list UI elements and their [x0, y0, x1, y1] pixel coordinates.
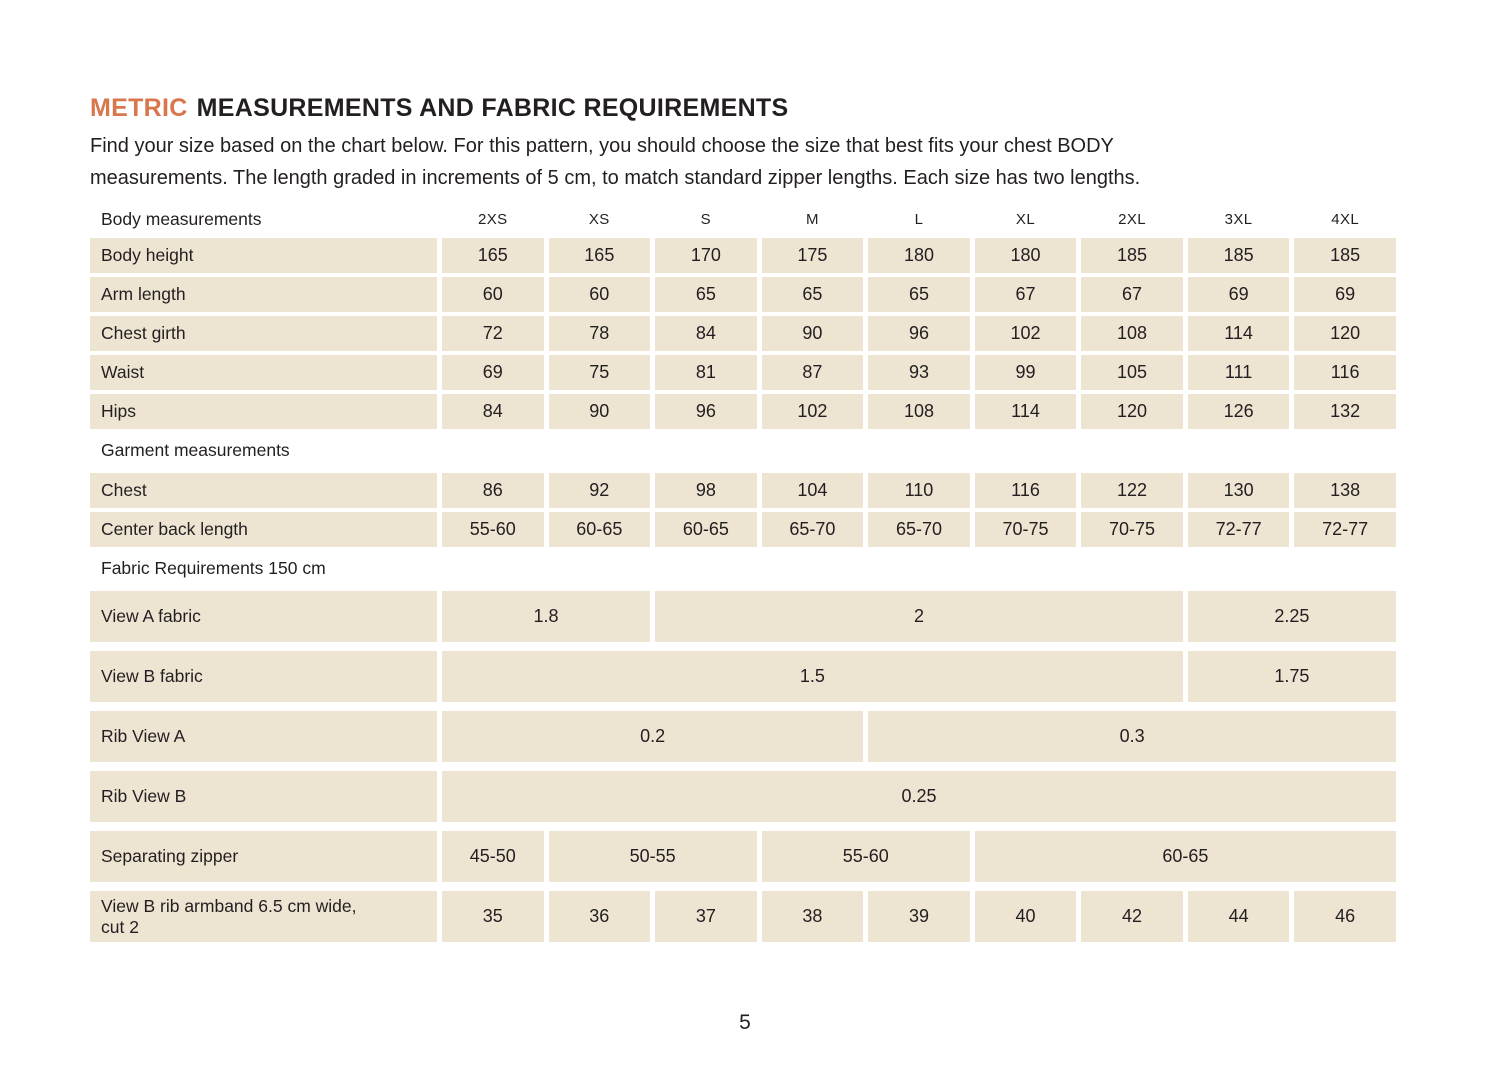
value-cell: 75 — [549, 355, 651, 390]
size-col-header: S — [700, 210, 712, 228]
row-label-line-1: View B rib armband 6.5 cm wide, — [101, 895, 357, 916]
value-cell: 65-70 — [762, 512, 864, 547]
value-cell: 70-75 — [975, 512, 1077, 547]
table-row-rib-view-a — [90, 711, 1396, 762]
body-measurements-header: Body measurements — [101, 208, 262, 229]
garment-measurements-header: Garment measurements — [101, 439, 290, 460]
measurements-table — [90, 206, 1396, 942]
value-cell: 90 — [762, 316, 864, 351]
value-cell: 65 — [655, 277, 757, 312]
value-cell: 138 — [1294, 473, 1396, 508]
row-label-line-2: cut 2 — [101, 916, 139, 937]
table-row-rib-view-b — [90, 771, 1396, 822]
value-cell: 93 — [868, 355, 970, 390]
value-cell: 0.25 — [442, 771, 1396, 822]
row-label: Chest girth — [90, 316, 437, 351]
value-cell: 126 — [1188, 394, 1290, 429]
value-cell: 65 — [762, 277, 864, 312]
value-cell: 38 — [762, 891, 864, 942]
table-row-separating-zipper — [90, 831, 1396, 882]
page-title-highlight: METRIC — [90, 94, 188, 122]
value-cell: 39 — [868, 891, 970, 942]
value-cell: 185 — [1294, 238, 1396, 273]
value-cell: 84 — [655, 316, 757, 351]
value-cell: 55-60 — [762, 831, 970, 882]
value-cell: 78 — [549, 316, 651, 351]
value-cell: 90 — [549, 394, 651, 429]
size-col-header: 4XL — [1331, 210, 1360, 228]
value-cell: 60-65 — [975, 831, 1396, 882]
value-cell: 0.3 — [868, 711, 1396, 762]
row-label — [90, 891, 437, 942]
value-cell: 108 — [1081, 316, 1183, 351]
value-cell: 114 — [975, 394, 1077, 429]
row-label: Hips — [90, 394, 437, 429]
row-label: Separating zipper — [90, 831, 437, 882]
value-cell: 86 — [442, 473, 544, 508]
value-cell: 185 — [1081, 238, 1183, 273]
value-cell: 120 — [1294, 316, 1396, 351]
row-label: Arm length — [90, 277, 437, 312]
value-cell: 69 — [442, 355, 544, 390]
table-row-arm-length — [90, 277, 1396, 312]
value-cell: 116 — [1294, 355, 1396, 390]
value-cell: 108 — [868, 394, 970, 429]
intro-line: Find your size based on the chart below. For this pattern, you should choose the size that best fits your chest BODY — [90, 135, 1114, 157]
row-label: Waist — [90, 355, 437, 390]
table-row-chest — [90, 473, 1396, 508]
row-label: View B fabric — [90, 651, 437, 702]
value-cell: 60-65 — [655, 512, 757, 547]
value-cell: 132 — [1294, 394, 1396, 429]
row-label: Chest — [90, 473, 437, 508]
value-cell: 1.8 — [442, 591, 650, 642]
value-cell: 122 — [1081, 473, 1183, 508]
value-cell: 104 — [762, 473, 864, 508]
value-cell: 65-70 — [868, 512, 970, 547]
page-title — [90, 94, 1500, 122]
value-cell: 2 — [655, 591, 1183, 642]
table-row-waist — [90, 355, 1396, 390]
table-row-body-height — [90, 238, 1396, 273]
value-cell: 170 — [655, 238, 757, 273]
value-cell: 37 — [655, 891, 757, 942]
row-label: Rib View A — [90, 711, 437, 762]
value-cell: 67 — [1081, 277, 1183, 312]
value-cell: 81 — [655, 355, 757, 390]
size-col-header: 2XL — [1118, 210, 1146, 228]
value-cell: 102 — [975, 316, 1077, 351]
table-row-chest-girth — [90, 316, 1396, 351]
size-col-header: 3XL — [1224, 210, 1253, 228]
value-cell: 99 — [975, 355, 1077, 390]
size-col-header: M — [805, 210, 819, 228]
value-cell: 1.75 — [1188, 651, 1396, 702]
table-row-center-back-length — [90, 512, 1396, 547]
value-cell: 40 — [975, 891, 1077, 942]
value-cell: 67 — [975, 277, 1077, 312]
row-label: Body height — [90, 238, 437, 273]
page-title-rest: MEASUREMENTS AND FABRIC REQUIREMENTS — [196, 94, 789, 122]
table-row-view-a-fabric — [90, 591, 1396, 642]
value-cell: 2.25 — [1188, 591, 1396, 642]
value-cell: 42 — [1081, 891, 1183, 942]
value-cell: 87 — [762, 355, 864, 390]
value-cell: 69 — [1294, 277, 1396, 312]
value-cell: 120 — [1081, 394, 1183, 429]
page-number: 5 — [739, 1011, 751, 1034]
sizes-header-row — [90, 206, 1396, 232]
table-row-armband — [90, 891, 1396, 942]
value-cell: 55-60 — [442, 512, 544, 547]
value-cell: 84 — [442, 394, 544, 429]
value-cell: 102 — [762, 394, 864, 429]
value-cell: 72 — [442, 316, 544, 351]
value-cell: 110 — [868, 473, 970, 508]
value-cell: 175 — [762, 238, 864, 273]
value-cell: 60-65 — [549, 512, 651, 547]
value-cell: 50-55 — [549, 831, 757, 882]
value-cell: 92 — [549, 473, 651, 508]
size-column-headers — [442, 206, 1396, 232]
value-cell: 72-77 — [1294, 512, 1396, 547]
value-cell: 98 — [655, 473, 757, 508]
value-cell: 65 — [868, 277, 970, 312]
size-col-header: 2XS — [477, 210, 508, 228]
value-cell: 165 — [549, 238, 651, 273]
row-label: Center back length — [90, 512, 437, 547]
value-cell: 60 — [442, 277, 544, 312]
value-cell: 111 — [1188, 355, 1290, 390]
fabric-requirements-header: Fabric Requirements 150 cm — [101, 557, 326, 578]
value-cell: 46 — [1294, 891, 1396, 942]
value-cell: 70-75 — [1081, 512, 1183, 547]
intro-paragraph — [90, 130, 1500, 194]
value-cell: 36 — [549, 891, 651, 942]
value-cell: 180 — [868, 238, 970, 273]
value-cell: 96 — [868, 316, 970, 351]
value-cell: 72-77 — [1188, 512, 1290, 547]
value-cell: 105 — [1081, 355, 1183, 390]
row-label: View A fabric — [90, 591, 437, 642]
value-cell: 114 — [1188, 316, 1290, 351]
value-cell: 130 — [1188, 473, 1290, 508]
value-cell: 185 — [1188, 238, 1290, 273]
value-cell: 35 — [442, 891, 544, 942]
value-cell: 1.5 — [442, 651, 1183, 702]
table-row-hips — [90, 394, 1396, 429]
value-cell: 69 — [1188, 277, 1290, 312]
value-cell: 180 — [975, 238, 1077, 273]
size-col-header: L — [914, 210, 924, 228]
value-cell: 45-50 — [442, 831, 544, 882]
value-cell: 96 — [655, 394, 757, 429]
table-row-view-b-fabric — [90, 651, 1396, 702]
value-cell: 116 — [975, 473, 1077, 508]
value-cell: 165 — [442, 238, 544, 273]
size-col-header: XS — [588, 210, 610, 228]
intro-line: measurements. The length graded in increments of 5 cm, to match standard zipper lengths. Each size has two lengths. — [90, 167, 1141, 189]
row-label: Rib View B — [90, 771, 437, 822]
value-cell: 44 — [1188, 891, 1290, 942]
size-col-header: XL — [1015, 210, 1036, 228]
value-cell: 60 — [549, 277, 651, 312]
value-cell: 0.2 — [442, 711, 863, 762]
